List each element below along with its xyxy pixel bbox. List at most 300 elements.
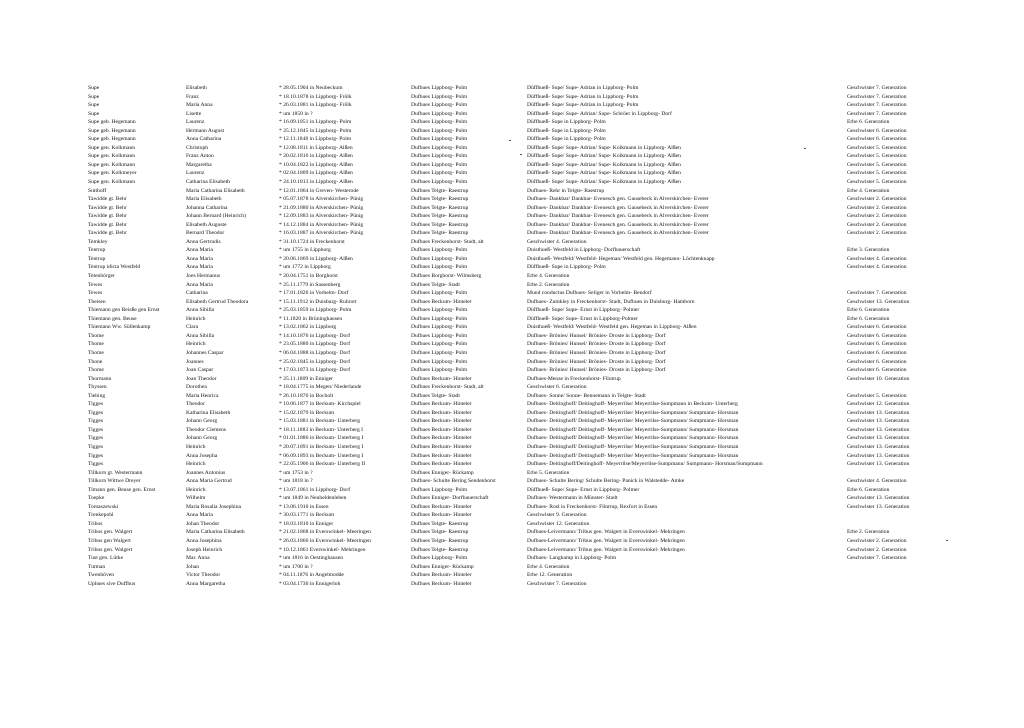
surname-cell: Tigges	[88, 409, 104, 416]
given-name-cell: Johan	[186, 563, 200, 570]
farm-cell: Dufhues Enniger- Rückamp	[411, 469, 474, 476]
given-name-cell: Anna Catharina	[186, 136, 222, 143]
surname-cell: Temkley	[88, 238, 108, 245]
farm-cell: Dufhues- Schulte Bering Sendenhorst	[411, 478, 496, 485]
surname-cell: Theisen	[88, 298, 106, 305]
farm-cell: Dufhues Beckum- Hinteler	[411, 580, 472, 587]
generation-cell	[847, 238, 998, 247]
generation-cell: Geschwister 6. Generation	[847, 358, 907, 365]
register-row	[88, 417, 998, 426]
lineage-cell: Düffhueß- Supe/ Supe- Adrian in Lippborg- Polm	[527, 85, 639, 91]
register-row	[88, 315, 998, 324]
generation-cell: Geschwister 5. Generation	[847, 161, 907, 168]
register-row	[88, 110, 998, 119]
farm-cell: Dufhues Lippborg- Polm	[411, 341, 468, 348]
register-row	[88, 281, 998, 290]
surname-cell: Supe gen. Kolkmann	[88, 179, 136, 186]
given-name-cell: Franz Anton	[186, 153, 214, 160]
generation-cell	[847, 520, 998, 529]
generation-cell: Geschwister 7. Generation	[847, 110, 907, 117]
scan-speck	[804, 148, 806, 149]
birth-cell: * 31.10.1724 in Freckenhorst	[279, 238, 345, 245]
surname-cell: Supe	[88, 93, 100, 100]
lineage-cell: Düffhueß- Supe/ Supe- Adrian/ Supe- Kolkmann in Lippborg- Alßen	[527, 179, 681, 186]
birth-cell: * um 1849 in Neuheldenleben	[279, 495, 347, 502]
register-row	[88, 477, 998, 486]
surname-cell: Tillkorn Wittwe Dreyer	[88, 478, 141, 485]
birth-cell: * 14.12.1884 in Alverskirchen- Pünig	[279, 221, 364, 228]
farm-cell: Dufhues Lippborg- Polm	[411, 307, 468, 314]
farm-cell: Dufhues Borghorst- Wilmsberg	[411, 273, 482, 280]
birth-cell: * 18.10.1878 in Lippborg- Frölk	[279, 93, 352, 100]
lineage-cell: Dufhues- Deitinghoff/ Deitinghoff- Meyerrilse/ Meyerrilse-Sumpmann/ Sumpmann- Horsman	[527, 426, 739, 433]
birth-cell: * 20.02.1816 in Lippborg- Alßen	[279, 153, 353, 160]
farm-cell: Dufhues Beckum- Hinteler	[411, 298, 472, 305]
generation-cell: Geschwister 2. Generation	[847, 196, 907, 203]
farm-cell: Dufhues Lippborg- Polm	[411, 332, 468, 339]
register-row	[88, 554, 998, 563]
surname-cell: Thiemann gen Beisße gen Ernst	[88, 307, 160, 314]
given-name-cell: Wilhelm	[186, 495, 206, 502]
farm-cell: Dufhues Lippborg- Polm	[411, 110, 468, 117]
generation-cell: Geschwister 2. Generation	[847, 221, 907, 228]
birth-cell: * 30.03.1771 in Beckum	[279, 512, 335, 519]
farm-cell: Dufhues Telgte- Stadt	[411, 392, 460, 399]
birth-cell: * um 1850 in ?	[279, 110, 313, 117]
birth-cell: * um 1755 in Lippborg	[279, 247, 331, 254]
generation-cell: Geschwister 6. Generation	[847, 324, 907, 331]
birth-cell: * 13.02.1862 in Lippborg	[279, 324, 337, 331]
surname-cell: Tigges	[88, 452, 104, 459]
birth-cell: * 13.07.1861 in Lippborg- Dorf	[279, 486, 351, 493]
surname-cell: Tigges	[88, 401, 104, 408]
lineage-cell: Düffhueß- Supe in Lippborg- Polm	[527, 136, 606, 143]
lineage-cell: Geschwister 12. Generation	[527, 520, 590, 527]
lineage-cell: Erbe 4. Generation	[527, 563, 570, 570]
generation-cell: Geschwister 7. Generation	[847, 85, 907, 91]
surname-cell: Thome	[88, 349, 104, 356]
register-row	[88, 469, 998, 478]
generation-cell	[847, 580, 998, 589]
lineage-cell: Düffhueß- Supe/ Supe- Adrian/ Supe- Schröer in Lippborg- Dorf	[527, 110, 672, 117]
lineage-cell: Dufhues- Dankbar/ Dankbar- Evenesch gen. Gausebeck in Alverskirchen- Everer	[527, 230, 709, 237]
birth-cell: * 17.01.1826 in Vorhelm- Dorf	[279, 290, 349, 297]
lineage-cell: Duisthueß- Westfeld in Lippborg- Dorfbauerschaft	[527, 247, 641, 254]
farm-cell: Dufhues Lippborg- Polm	[411, 324, 468, 331]
farm-cell: Dufhues Lippborg- Polm	[411, 349, 468, 356]
given-name-cell: Mar. Anna	[186, 555, 210, 562]
lineage-cell: Dufhues- Schulte Bering/ Schulte Bering- Panick in Walstedde- Amke	[527, 478, 685, 485]
surname-cell: Tribus gen. Walgert	[88, 546, 133, 553]
generation-cell: Erbe 6. Generation	[847, 315, 890, 322]
lineage-cell: Düffhueß- Supe/ Supe- Adrian/ Supe- Kolkmann in Lippborg- Alßen	[527, 144, 681, 151]
register-row	[88, 340, 998, 349]
generation-cell: Geschwister 12. Generation	[847, 401, 910, 408]
register-row	[88, 255, 998, 264]
lineage-cell: Düffhueß- Supe/ Supe- Ernst in Lippborg- Polmer	[527, 307, 640, 314]
lineage-cell: Geschwister 7. Generation	[527, 580, 587, 587]
surname-cell: Tentrup	[88, 247, 106, 254]
surname-cell: Trenkepohl	[88, 512, 114, 519]
farm-cell: Dufhues Lippborg- Polm	[411, 315, 468, 322]
given-name-cell: Maria Catharina Elisabeth	[186, 529, 245, 536]
farm-cell: Dufhues Beckum- Hinteler	[411, 418, 472, 425]
birth-cell: * 02.04.1809 in Lippborg- Alßen	[279, 170, 353, 177]
generation-cell: Geschwister 6. Generation	[847, 136, 907, 143]
birth-cell: * 18.03.1810 in Enniger	[279, 520, 334, 527]
lineage-cell: Düffhueß- Supe in Lippborg- Polm	[527, 119, 606, 126]
register-row	[88, 366, 998, 375]
generation-cell	[847, 383, 998, 392]
surname-cell: Tust gen. Lütke	[88, 555, 124, 562]
birth-cell: * 01.01.1886 in Beckum- Unterberg I	[279, 435, 364, 442]
birth-cell: * 28.05.1904 in Neubeckum	[279, 85, 343, 91]
farm-cell: Dufhues Telgte- Raestrup	[411, 213, 469, 220]
generation-cell: Geschwister 5. Generation	[847, 392, 907, 399]
farm-cell: Dufhues Lippborg- Polm	[411, 486, 468, 493]
given-name-cell: Joannes	[186, 358, 204, 365]
farm-cell: Dufhues Lippborg- Polm	[411, 170, 468, 177]
surname-cell: Thome	[88, 367, 104, 374]
given-name-cell: Anna Josepha	[186, 452, 218, 459]
birth-cell: * 25.11.1809 in Enniger	[279, 375, 334, 382]
surname-cell: Tawidde gt. Behr	[88, 204, 127, 211]
given-name-cell: Theodor	[186, 401, 205, 408]
register-row	[88, 306, 998, 315]
generation-cell: Geschwister 13. Generation	[847, 409, 910, 416]
birth-cell: * 20.07.1891 in Beckum- Unterberg I	[279, 443, 364, 450]
given-name-cell: Hermann August	[186, 127, 225, 134]
register-row	[88, 221, 998, 230]
register-row	[88, 520, 998, 529]
register-row	[88, 93, 998, 102]
register-row	[88, 246, 998, 255]
farm-cell: Dufhues Lippborg- Polm	[411, 153, 468, 160]
generation-cell: Geschwister 4. Generation	[847, 478, 907, 485]
given-name-cell: Johann Georg	[186, 418, 218, 425]
lineage-cell: Dufhues- Zumkley in Freckenhorst- Stadt, Dufhues in Duisburg- Hamborn	[527, 298, 695, 305]
given-name-cell: Maria Elisabeth	[186, 196, 222, 203]
birth-cell: * 23.05.1880 in Lippborg- Dorf	[279, 341, 351, 348]
farm-cell: Dufhues Lippborg- Polm	[411, 102, 468, 109]
farm-cell: Dufhues Freckenhorst- Stadt, alt	[411, 238, 484, 245]
farm-cell: Dufhues Telgte- Raestrup	[411, 230, 469, 237]
lineage-cell: Düffhueß- Supe/ Supe- Adrian in Lippborg- Polm	[527, 93, 639, 100]
scan-speck	[520, 154, 522, 155]
surname-cell: Tawidde gt. Behr	[88, 221, 127, 228]
surname-cell: Thome	[88, 341, 104, 348]
given-name-cell: Catharina Elisabeth	[186, 179, 230, 186]
generation-cell: Erbe 6. Generation	[847, 307, 890, 314]
lineage-cell: Dufhues- Brönies/ Hunsel/ Brönies- Droste in Lippborg- Dorf	[527, 332, 666, 339]
register-row	[88, 229, 998, 238]
birth-cell: * 26.10.1870 in Bocholt	[279, 392, 334, 399]
generation-cell: Geschwister 13. Generation	[847, 426, 910, 433]
surname-cell: Tentrup idicta Westfeld	[88, 264, 141, 271]
birth-cell: * 25.02.1845 in Lippborg- Dorf	[279, 358, 351, 365]
register-row	[88, 135, 998, 144]
lineage-cell: Dufhues-Leivermann/ Tribus gen. Walgert in Everswinkel- Mehringen	[527, 546, 685, 553]
genealogy-register-table	[88, 84, 998, 588]
lineage-cell: Dufhues- Deitinghoff/ Deitinghoff- Meyerrilse/ Meyerrilse-Sumpmann/ Sumpmann- Horsman	[527, 418, 739, 425]
given-name-cell: Anna Maria	[186, 281, 213, 288]
birth-cell: * 26.03.1881 in Lippborg- Frölk	[279, 102, 352, 109]
lineage-cell: Dufhues- Brönies/ Hunsel/ Brönies- Droste in Lippborg- Dorf	[527, 367, 666, 374]
register-row	[88, 118, 998, 127]
lineage-cell: Dufhues- Rosl in Freckenhorst- Flintrup, Rexfort in Essen	[527, 503, 658, 510]
lineage-cell: Dufhues-Menze in Freckenhorst- Flintrup	[527, 375, 621, 382]
lineage-cell: Dufhues- Brönies/ Hunsel/ Brönies- Droste in Lippborg- Dorf	[527, 358, 666, 365]
given-name-cell: Anna Gertrudis	[186, 238, 221, 245]
register-row	[88, 212, 998, 221]
birth-cell: * 16.03.1887 in Alverskirchen- Pünig	[279, 230, 364, 237]
given-name-cell: Maria Henrica	[186, 392, 219, 399]
farm-cell: Dufhues Freckenhorst- Stadt, alt	[411, 384, 484, 391]
register-row	[88, 204, 998, 213]
farm-cell: Dufhues Lippborg- Polm	[411, 161, 468, 168]
generation-cell: Geschwister 2. Generation	[847, 537, 907, 544]
generation-cell: Geschwister 10. Generation	[847, 375, 910, 382]
given-name-cell: Heinrich	[186, 461, 206, 468]
farm-cell: Dufhues Beckum- Hinteler	[411, 461, 472, 468]
scan-speck	[946, 540, 948, 541]
birth-cell: * 10.04.1822 in Lippborg- Alßen	[279, 161, 353, 168]
birth-cell: * 21.09.1880 in Alverskirchen- Pünig	[279, 204, 364, 211]
birth-cell: * um 1818 in ?	[279, 478, 313, 485]
lineage-cell: Düffhueß- Supe/ Supe- Ernst in Lippborg-Polmer	[527, 315, 638, 322]
given-name-cell: Johan Theodor	[186, 520, 220, 527]
surname-cell: Thormann	[88, 375, 112, 382]
given-name-cell: Elisabeth Auguste	[186, 221, 227, 228]
generation-cell: Geschwister 7. Generation	[847, 555, 907, 562]
generation-cell: Geschwister 2. Generation	[847, 546, 907, 553]
farm-cell: Dufhues Lippborg- Polm	[411, 144, 468, 151]
given-name-cell: Victor Theodor	[186, 572, 221, 579]
birth-cell: * um 1700 in ?	[279, 563, 313, 570]
given-name-cell: Joes Hermanus	[186, 273, 221, 280]
farm-cell: Dufhues Lippborg- Polm	[411, 255, 468, 262]
farm-cell: Dufhues Lippborg- Polm	[411, 358, 468, 365]
birth-cell: * 10.12.1861 Everswinkel- Mehringen	[279, 546, 366, 553]
birth-cell: * 12.01.1864 in Greven- Westerode	[279, 187, 359, 194]
given-name-cell: Catharina	[186, 290, 208, 297]
given-name-cell: Johanna Catharina	[186, 204, 228, 211]
birth-cell: * 25.03.1859 in Lippborg- Polm	[279, 307, 352, 314]
lineage-cell: Dufhues- Dankbar/ Dankbar- Evenesch gen. Gausebeck in Alverskirchen- Everer	[527, 196, 709, 203]
generation-cell: Geschwister 2. Generation	[847, 230, 907, 237]
surname-cell: Tentrup	[88, 255, 106, 262]
surname-cell: Supe gen. Kolkmann	[88, 161, 136, 168]
register-row	[88, 409, 998, 418]
generation-cell	[847, 272, 998, 281]
surname-cell: Tillkorn gt. Westermann	[88, 469, 143, 476]
lineage-cell: Dufhues- Brönies/ Hunsel/ Brönies- Droste in Lippborg- Dorf	[527, 341, 666, 348]
birth-cell: * 20.06.1869 in Lippborg- Alßen	[279, 255, 353, 262]
farm-cell: Dufhues Telgte- Raestrup	[411, 537, 469, 544]
surname-cell: Tigges	[88, 426, 104, 433]
birth-cell: * 25.11.1779 in Sassenberg	[279, 281, 341, 288]
farm-cell: Dufhues Lippborg- Polm	[411, 179, 468, 186]
birth-cell: * 06.04.1888 in Lippborg- Dorf	[279, 349, 351, 356]
surname-cell: Supe gen. Kolkmann	[88, 144, 136, 151]
given-name-cell: Heinrich	[186, 486, 206, 493]
given-name-cell: Anna Maria	[186, 512, 213, 519]
surname-cell: Tewes	[88, 281, 103, 288]
register-row	[88, 289, 998, 298]
lineage-cell: Dufhues- Dankbar/ Dankbar- Evenesch gen. Gausebeck in Alverskirchen- Everer	[527, 221, 709, 228]
given-name-cell: Franz	[186, 93, 199, 100]
farm-cell: Dufhues Beckum- Hinteler	[411, 452, 472, 459]
generation-cell: Erbe 4. Generation	[847, 187, 890, 194]
register-row	[88, 426, 998, 435]
register-row	[88, 195, 998, 204]
generation-cell: Geschwister 7. Generation	[847, 290, 907, 297]
surname-cell: Tigges	[88, 435, 104, 442]
register-row	[88, 298, 998, 307]
given-name-cell: Clara	[186, 324, 199, 331]
surname-cell: Thiemann gen. Beuse	[88, 315, 137, 322]
birth-cell: * 15.03.1881 in Beckum- Unterberg	[279, 418, 360, 425]
lineage-cell: Düffhueß- Supe/ Supe- Adrian/ Supe- Kolkmann in Lippborg- Alßen	[527, 153, 681, 160]
lineage-cell: Geschwister 6. Generation	[527, 384, 587, 391]
birth-cell: * 20.04.1751 in Borghorst	[279, 273, 338, 280]
register-row	[88, 563, 998, 572]
register-row	[88, 101, 998, 110]
surname-cell: Sutthoff	[88, 187, 107, 194]
birth-cell: * 15.02.1879 in Beckum	[279, 409, 335, 416]
lineage-cell: Düffhueß- Supe in Lippborg- Polm	[527, 264, 606, 271]
given-name-cell: Maria Catharina Elisabeth	[186, 187, 245, 194]
lineage-cell: Duisthueß- Westfeld/ Westfeld- Westfeld gen. Hegeman in Lippborg- Alßen	[527, 324, 697, 331]
generation-cell: Erbe 6. Generation	[847, 486, 890, 493]
surname-cell: Tutman	[88, 563, 106, 570]
generation-cell: Geschwister 13. Generation	[847, 495, 910, 502]
generation-cell: Geschwister 13. Generation	[847, 435, 910, 442]
given-name-cell: Anna Maria Gertrud	[186, 478, 232, 485]
farm-cell: Dufhues Telgte- Raestrup	[411, 204, 469, 211]
birth-cell: * 03.04.1730 in Ennigerloh	[279, 580, 341, 587]
given-name-cell: Margaretha	[186, 161, 212, 168]
farm-cell: Dufhues Telgte- Raestrup	[411, 546, 469, 553]
farm-cell: Dufhues Lippborg- Polm	[411, 264, 468, 271]
farm-cell: Dufhues Telgte- Raestrup	[411, 520, 469, 527]
lineage-cell: Dufhues- Dankbar/ Dankbar- Evenesch gen. Gausebeck in Alverskirchen- Everer	[527, 204, 709, 211]
given-name-cell: Laurenz	[186, 170, 205, 177]
lineage-cell: Dufhues- Deitinghoff/Deitinghoff- Meyerrilse/Meyerrilse-Sumpmann/ Sumpmann- Horsman/Sumpmann	[527, 461, 763, 468]
surname-cell: Tiebing	[88, 392, 106, 399]
given-name-cell: Johann Bernard (Heinrich)	[186, 213, 246, 220]
lineage-cell: Dufhues- Deitinghoff/ Deitinghoff- Meyerrilse/ Meyerrilse-Sumpmann in Beckum- Unterberg	[527, 401, 738, 408]
birth-cell: * 06.09.1893 in Beckum- Unterberg I	[279, 452, 364, 459]
birth-cell: * um 1772 in Lippborg	[279, 264, 331, 271]
surname-cell: Supe	[88, 110, 100, 117]
lineage-cell: Dufhues- Deitinghoff/ Deitinghoff- Meyerrilse/ Meyerrilse-Sumpmann/ Sumpmann- Horsman	[527, 409, 739, 416]
lineage-cell: Dufhues- Deitinghoff/ Deitinghoff- Meyerrilse/ Meyerrilse-Sumpmann/ Sumpmann- Horsman	[527, 443, 739, 450]
generation-cell: Geschwister 6. Generation	[847, 341, 907, 348]
surname-cell: Tawidde gt. Behr	[88, 230, 127, 237]
given-name-cell: Heinrich	[186, 341, 206, 348]
given-name-cell: Johannes Caspar	[186, 349, 224, 356]
birth-cell: * 18.11.1883 in Beckum- Unterberg I	[279, 426, 364, 433]
register-row	[88, 152, 998, 161]
birth-cell: * 17.03.1873 in Lippborg- Dorf	[279, 367, 351, 374]
lineage-cell: Düffhueß- Supe/ Supe- Adrian/ Supe- Kolkmann in Lippborg- Alßen	[527, 161, 681, 168]
generation-cell: Geschwister 7. Generation	[847, 93, 907, 100]
register-row	[88, 238, 998, 247]
register-row	[88, 178, 998, 187]
generation-cell: Geschwister 5. Generation	[847, 179, 907, 186]
register-row	[88, 400, 998, 409]
lineage-cell: Dufhues- Westermann in Münster- Stadt	[527, 495, 618, 502]
surname-cell: Tomaszewski	[88, 503, 119, 510]
birth-cell: * um 1816 in Oestinghausen	[279, 555, 344, 562]
given-name-cell: Joannes Antonius	[186, 469, 226, 476]
register-row	[88, 84, 998, 93]
birth-cell: * 21.02.1868 in Everswinkel- Meeringen	[279, 529, 371, 536]
surname-cell: Supe gen. Kolkmann	[88, 153, 136, 160]
farm-cell: Dufhues Lippborg- Polm	[411, 127, 468, 134]
generation-cell: Geschwister 7. Generation	[847, 102, 907, 109]
given-name-cell: Joseph Heinrich	[186, 546, 223, 553]
generation-cell: Geschwister 6. Generation	[847, 332, 907, 339]
generation-cell: Erbe 6. Generation	[847, 119, 890, 126]
birth-cell: * 12.08.1811 in Lippborg- Alßen	[279, 144, 353, 151]
lineage-cell: Erbe 5. Generation	[527, 469, 570, 476]
farm-cell: Dufhues Beckum- Hinteler	[411, 572, 472, 579]
birth-cell: * 10.06.1877 in Beckum- Kirchspiel	[279, 401, 361, 408]
generation-cell: Erbe 2. Generation	[847, 529, 890, 536]
surname-cell: Tribus	[88, 520, 103, 527]
register-row	[88, 263, 998, 272]
register-row	[88, 546, 998, 555]
lineage-cell: Düffhueß- Supe in Lippborg- Polm	[527, 127, 606, 134]
register-row	[88, 323, 998, 332]
register-row	[88, 161, 998, 170]
given-name-cell: Dorothea	[186, 384, 207, 391]
register-row	[88, 494, 998, 503]
surname-cell: Supe geb. Hegemann	[88, 136, 136, 143]
given-name-cell: Anna Maria	[186, 255, 213, 262]
farm-cell: Dufhues Beckum- Hinteler	[411, 401, 472, 408]
farm-cell: Dufhues Telgte- Raestrup	[411, 221, 469, 228]
birth-cell: * 15.11.1912 in Duisburg- Ruhrort	[279, 298, 357, 305]
given-name-cell: Katharina Elisabeth	[186, 409, 231, 416]
given-name-cell: Anna Josephina	[186, 537, 222, 544]
farm-cell: Dufhues Lippborg- Polm	[411, 93, 468, 100]
register-row	[88, 537, 998, 546]
lineage-cell: Dufhues- Dankbar/ Dankbar- Evenesch gen. Gausebeck in Alverskirchen- Everer	[527, 213, 709, 220]
generation-cell: Geschwister 2. Generation	[847, 213, 907, 220]
farm-cell: Dufhues Telgte- Raestrup	[411, 529, 469, 536]
birth-cell: * 14.10.1876 in Lippborg- Dorf	[279, 332, 351, 339]
register-row	[88, 580, 998, 589]
lineage-cell: Dufhues-Leivermann/ Tribus gen. Walgert in Everswinkel- Mehringen	[527, 537, 685, 544]
register-row	[88, 443, 998, 452]
lineage-cell: Mund conductus Dufhues- Seliger in Vorhelm- Bendorf	[527, 290, 652, 297]
surname-cell: Tawidde gt. Behr	[88, 213, 127, 220]
register-row	[88, 460, 998, 469]
generation-cell	[847, 469, 998, 478]
lineage-cell: Dufhues- Rehr in Telgte- Raestrup	[527, 187, 605, 194]
register-body	[88, 84, 998, 588]
register-row	[88, 187, 998, 196]
generation-cell: Geschwister 5. Generation	[847, 144, 907, 151]
farm-cell: Dufhues Beckum- Hinteler	[411, 512, 472, 519]
birth-cell: * 16.09.1851 in Lippborg- Polm	[279, 119, 352, 126]
surname-cell: Tigges	[88, 418, 104, 425]
lineage-cell: Duisthueß- Westfeld/ Westfeld- Hegeman/ Westfeld gen. Hegemann- Löchtenknapp	[527, 255, 715, 262]
surname-cell: Supe gen. Kolkmeyer	[88, 170, 137, 177]
